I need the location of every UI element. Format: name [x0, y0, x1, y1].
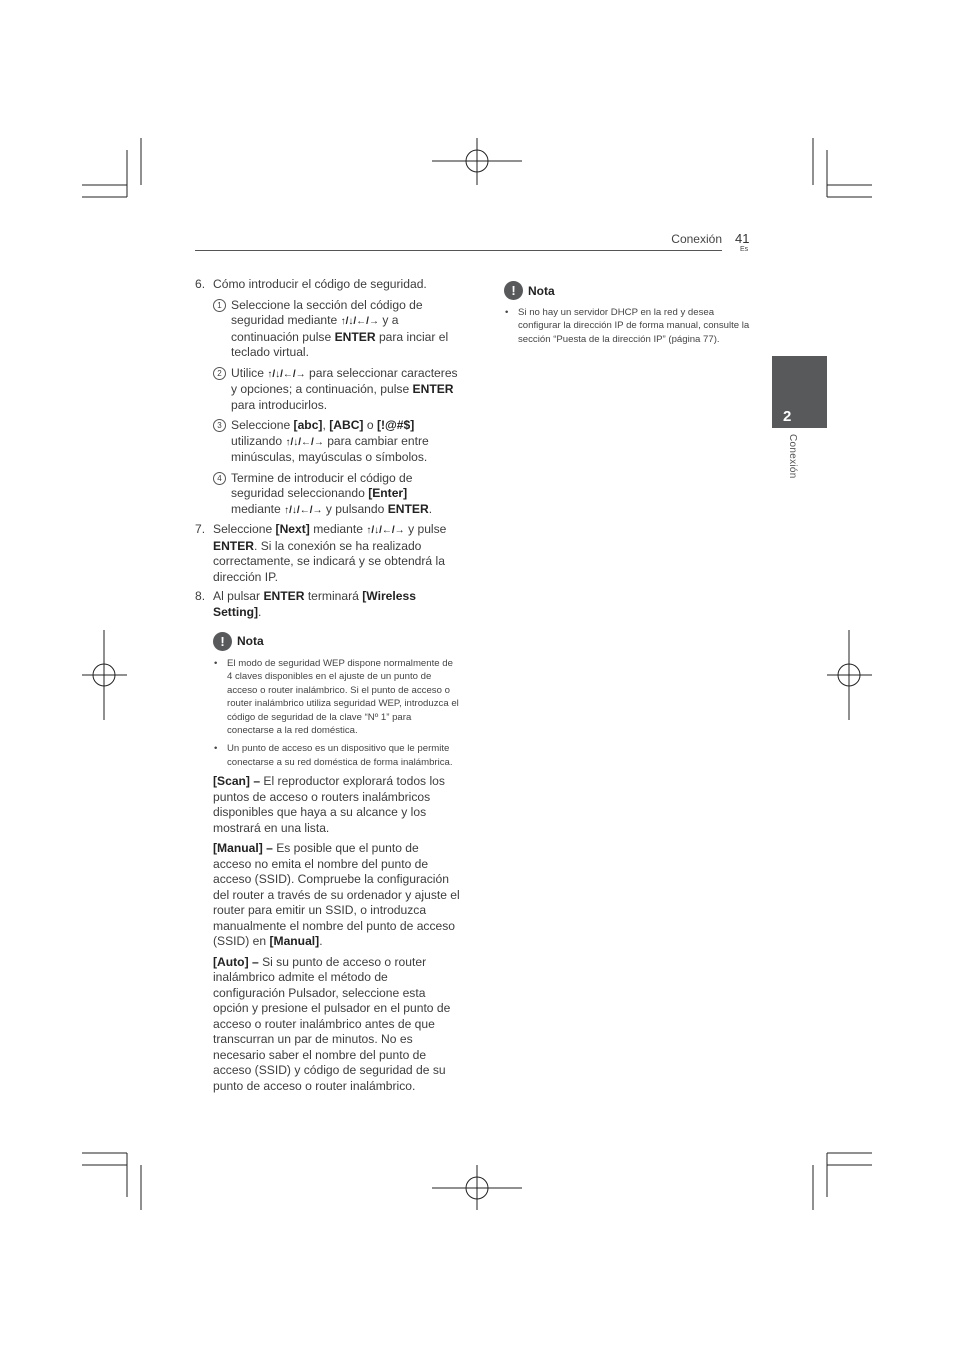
- running-header-title: Conexión: [671, 232, 722, 246]
- chapter-tab: [772, 356, 827, 428]
- arrow-keys-icon: ↑/↓/←/→: [267, 368, 306, 380]
- arrow-keys-icon: ↑/↓/←/→: [285, 436, 324, 448]
- step-number: 8.: [195, 589, 206, 603]
- key-label: [ABC]: [329, 418, 364, 432]
- key-label: [Enter]: [368, 486, 408, 500]
- step-text: terminará: [307, 589, 359, 603]
- circled-number-icon: 1: [213, 299, 226, 312]
- circled-number-icon: 4: [213, 472, 226, 485]
- conjunction: o: [366, 418, 374, 432]
- arrow-keys-icon: ↑/↓/←/→: [284, 504, 323, 516]
- key-label: ENTER: [263, 589, 305, 603]
- substep-text: y a continuación pulse: [231, 313, 399, 344]
- chapter-tab-label: Conexión: [787, 434, 798, 479]
- mode-text: Si su punto de acceso o router inalámbrico admite el método de configuración Pulsador, seleccione esta opción y presione el pulsador en el punto de acceso o router inalámbrico antes de que transcurran un par de minutos. No es necesario saber el nombre del punto de acceso (SSID) y código de seguridad de su punto de acceso o router inalámbrico.: [213, 954, 451, 1093]
- header-rule: [195, 250, 722, 251]
- note-heading-right: [504, 281, 754, 300]
- key-label: ENTER: [387, 501, 429, 516]
- key-label: [abc]: [293, 418, 323, 432]
- key-label: ENTER: [213, 538, 254, 553]
- mode-text: Es posible que el punto de acceso no emita el nombre del punto de acceso (SSID). Compruebe la configuración del router a través de su ordenador y ajuste el router para emitir un SSID, o introduzca manualmente el nombre del punto de acceso (SSID) en: [213, 841, 460, 949]
- substep-text: y pulsando: [325, 501, 385, 516]
- substep-text: Seleccione la sección del código de seguridad mediante: [231, 297, 423, 327]
- arrow-keys-icon: ↑/↓/←/→: [340, 316, 379, 327]
- substep-text: Termine de introducir el código de seguridad seleccionando: [231, 470, 413, 500]
- note-title: Nota: [237, 633, 264, 648]
- separator: ,: [322, 418, 326, 432]
- note-bullet: • Si no hay un servidor DHCP en la red y desea configurar la dirección IP de forma manual, consulte la sección “Puesta de la dirección IP” (página 77).: [504, 306, 754, 346]
- punctuation: .: [428, 501, 433, 516]
- mode-auto: [213, 955, 460, 1095]
- substep-3: [213, 418, 460, 466]
- key-label: [Wireless Setting]: [213, 589, 416, 619]
- arrow-keys-icon: ↑/↓/←/→: [366, 525, 405, 536]
- substep-2: [213, 366, 460, 414]
- substep-text: Utilice: [231, 365, 264, 380]
- step-text: mediante: [313, 522, 363, 536]
- language-code: Es: [740, 246, 749, 253]
- mode-text: El reproductor explorará todos los puntos de acceso o routers inalámbricos disponibles que haya a su alcance y los mostrará en una lista.: [213, 774, 445, 835]
- note-list-right: [504, 306, 754, 346]
- note-title: Nota: [528, 283, 555, 298]
- exclamation-icon: !: [213, 632, 232, 651]
- circled-number-icon: 2: [213, 367, 226, 380]
- substep-text: utilizando: [231, 433, 283, 448]
- step-text: Cómo introducir el código de seguridad.: [213, 277, 427, 291]
- step-text: Seleccione: [213, 522, 273, 536]
- substep-text: para introducirlos.: [231, 397, 328, 412]
- step-number: 7.: [195, 522, 206, 536]
- step-text: y pulse: [408, 522, 447, 536]
- note-bullet: • El modo de seguridad WEP dispone normalmente de 4 claves disponibles en el ajuste de un punto de acceso o router inalámbrico. Si el punto de acceso o router inalámbrico utiliza seguridad WEP, introduzca el código de seguridad de la clave “Nº 1” para conectarse a la red doméstica.: [213, 657, 460, 737]
- substep-text: Seleccione: [231, 418, 291, 432]
- step-6: [195, 277, 460, 293]
- substep-text: para seleccionar caracteres y opciones; a continuación, pulse: [231, 365, 458, 396]
- exclamation-icon: !: [504, 281, 523, 300]
- substep-text: para cambiar entre minúsculas, mayúsculas o símbolos.: [231, 433, 429, 464]
- note-bullet: • Un punto de acceso es un dispositivo que le permite conectarse a su red doméstica de forma inalámbrica.: [213, 742, 460, 769]
- key-label: [!@#$]: [376, 418, 415, 432]
- punctuation: .: [258, 604, 262, 619]
- step-number: 6.: [195, 277, 206, 291]
- key-label: [Manual]: [269, 934, 320, 949]
- mode-scan: [213, 774, 460, 836]
- punctuation: .: [319, 934, 323, 949]
- step-7: [195, 522, 460, 585]
- step-8: [195, 589, 460, 620]
- mode-label: [Scan] –: [213, 774, 261, 789]
- note-heading-left: [213, 632, 460, 651]
- note-list-left: [213, 657, 460, 769]
- page-number: 41: [735, 231, 750, 246]
- mode-label: [Auto] –: [213, 954, 259, 969]
- substep-4: [213, 471, 460, 519]
- mode-manual: [213, 841, 460, 950]
- key-label: [Next]: [275, 522, 310, 536]
- substep-1: [213, 298, 460, 361]
- substep-text: mediante: [231, 501, 281, 516]
- key-label: ENTER: [412, 382, 454, 396]
- chapter-tab-number: 2: [783, 408, 792, 425]
- left-column: [195, 277, 460, 1099]
- step-text: . Si la conexión se ha realizado correctamente, se indicará y se obtendrá la dirección IP.: [213, 538, 445, 584]
- mode-label: [Manual] –: [213, 841, 273, 856]
- substep-text: para inciar el teclado virtual.: [231, 329, 449, 359]
- right-column: [504, 281, 754, 351]
- circled-number-icon: 3: [213, 419, 226, 432]
- step-text: Al pulsar: [213, 589, 261, 603]
- key-label: ENTER: [334, 329, 376, 344]
